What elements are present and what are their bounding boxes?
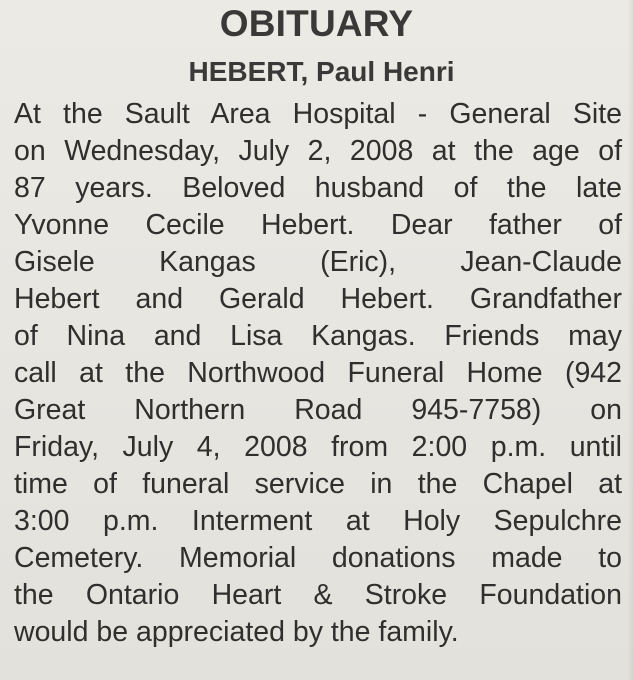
obituary-line-7: of Nina and Lisa Kangas. Friends may bbox=[14, 320, 622, 352]
obituary-line-1: At the Sault Area Hospital - General Site bbox=[14, 98, 622, 130]
obituary-line-14: the Ontario Heart & Stroke Foundation bbox=[14, 579, 622, 611]
obituary-line-4: Yvonne Cecile Hebert. Dear father of bbox=[14, 209, 622, 241]
obituary-line-11: time of funeral service in the Chapel at bbox=[14, 468, 622, 500]
obituary-line-13: Cemetery. Memorial donations made to bbox=[14, 542, 622, 574]
obituary-line-2: on Wednesday, July 2, 2008 at the age of bbox=[14, 135, 622, 167]
obituary-line-5: Gisele Kangas (Eric), Jean-Claude bbox=[14, 246, 622, 278]
obituary-line-6: Hebert and Gerald Hebert. Grandfather bbox=[14, 283, 622, 315]
obituary-line-10: Friday, July 4, 2008 from 2:00 p.m. until bbox=[14, 431, 622, 463]
obituary-line-12: 3:00 p.m. Interment at Holy Sepulchre bbox=[14, 505, 622, 537]
obituary-line-9: Great Northern Road 945-7758) on bbox=[14, 394, 622, 426]
obituary-line-15: would be appreciated by the family. bbox=[14, 616, 459, 648]
section-heading: OBITUARY bbox=[219, 3, 414, 44]
obituary-line-3: 87 years. Beloved husband of the late bbox=[14, 172, 622, 204]
obituary-line-8: call at the Northwood Funeral Home (942 bbox=[14, 357, 622, 389]
paper-edge-shadow bbox=[627, 0, 633, 680]
deceased-name: HEBERT, Paul Henri bbox=[188, 56, 455, 87]
